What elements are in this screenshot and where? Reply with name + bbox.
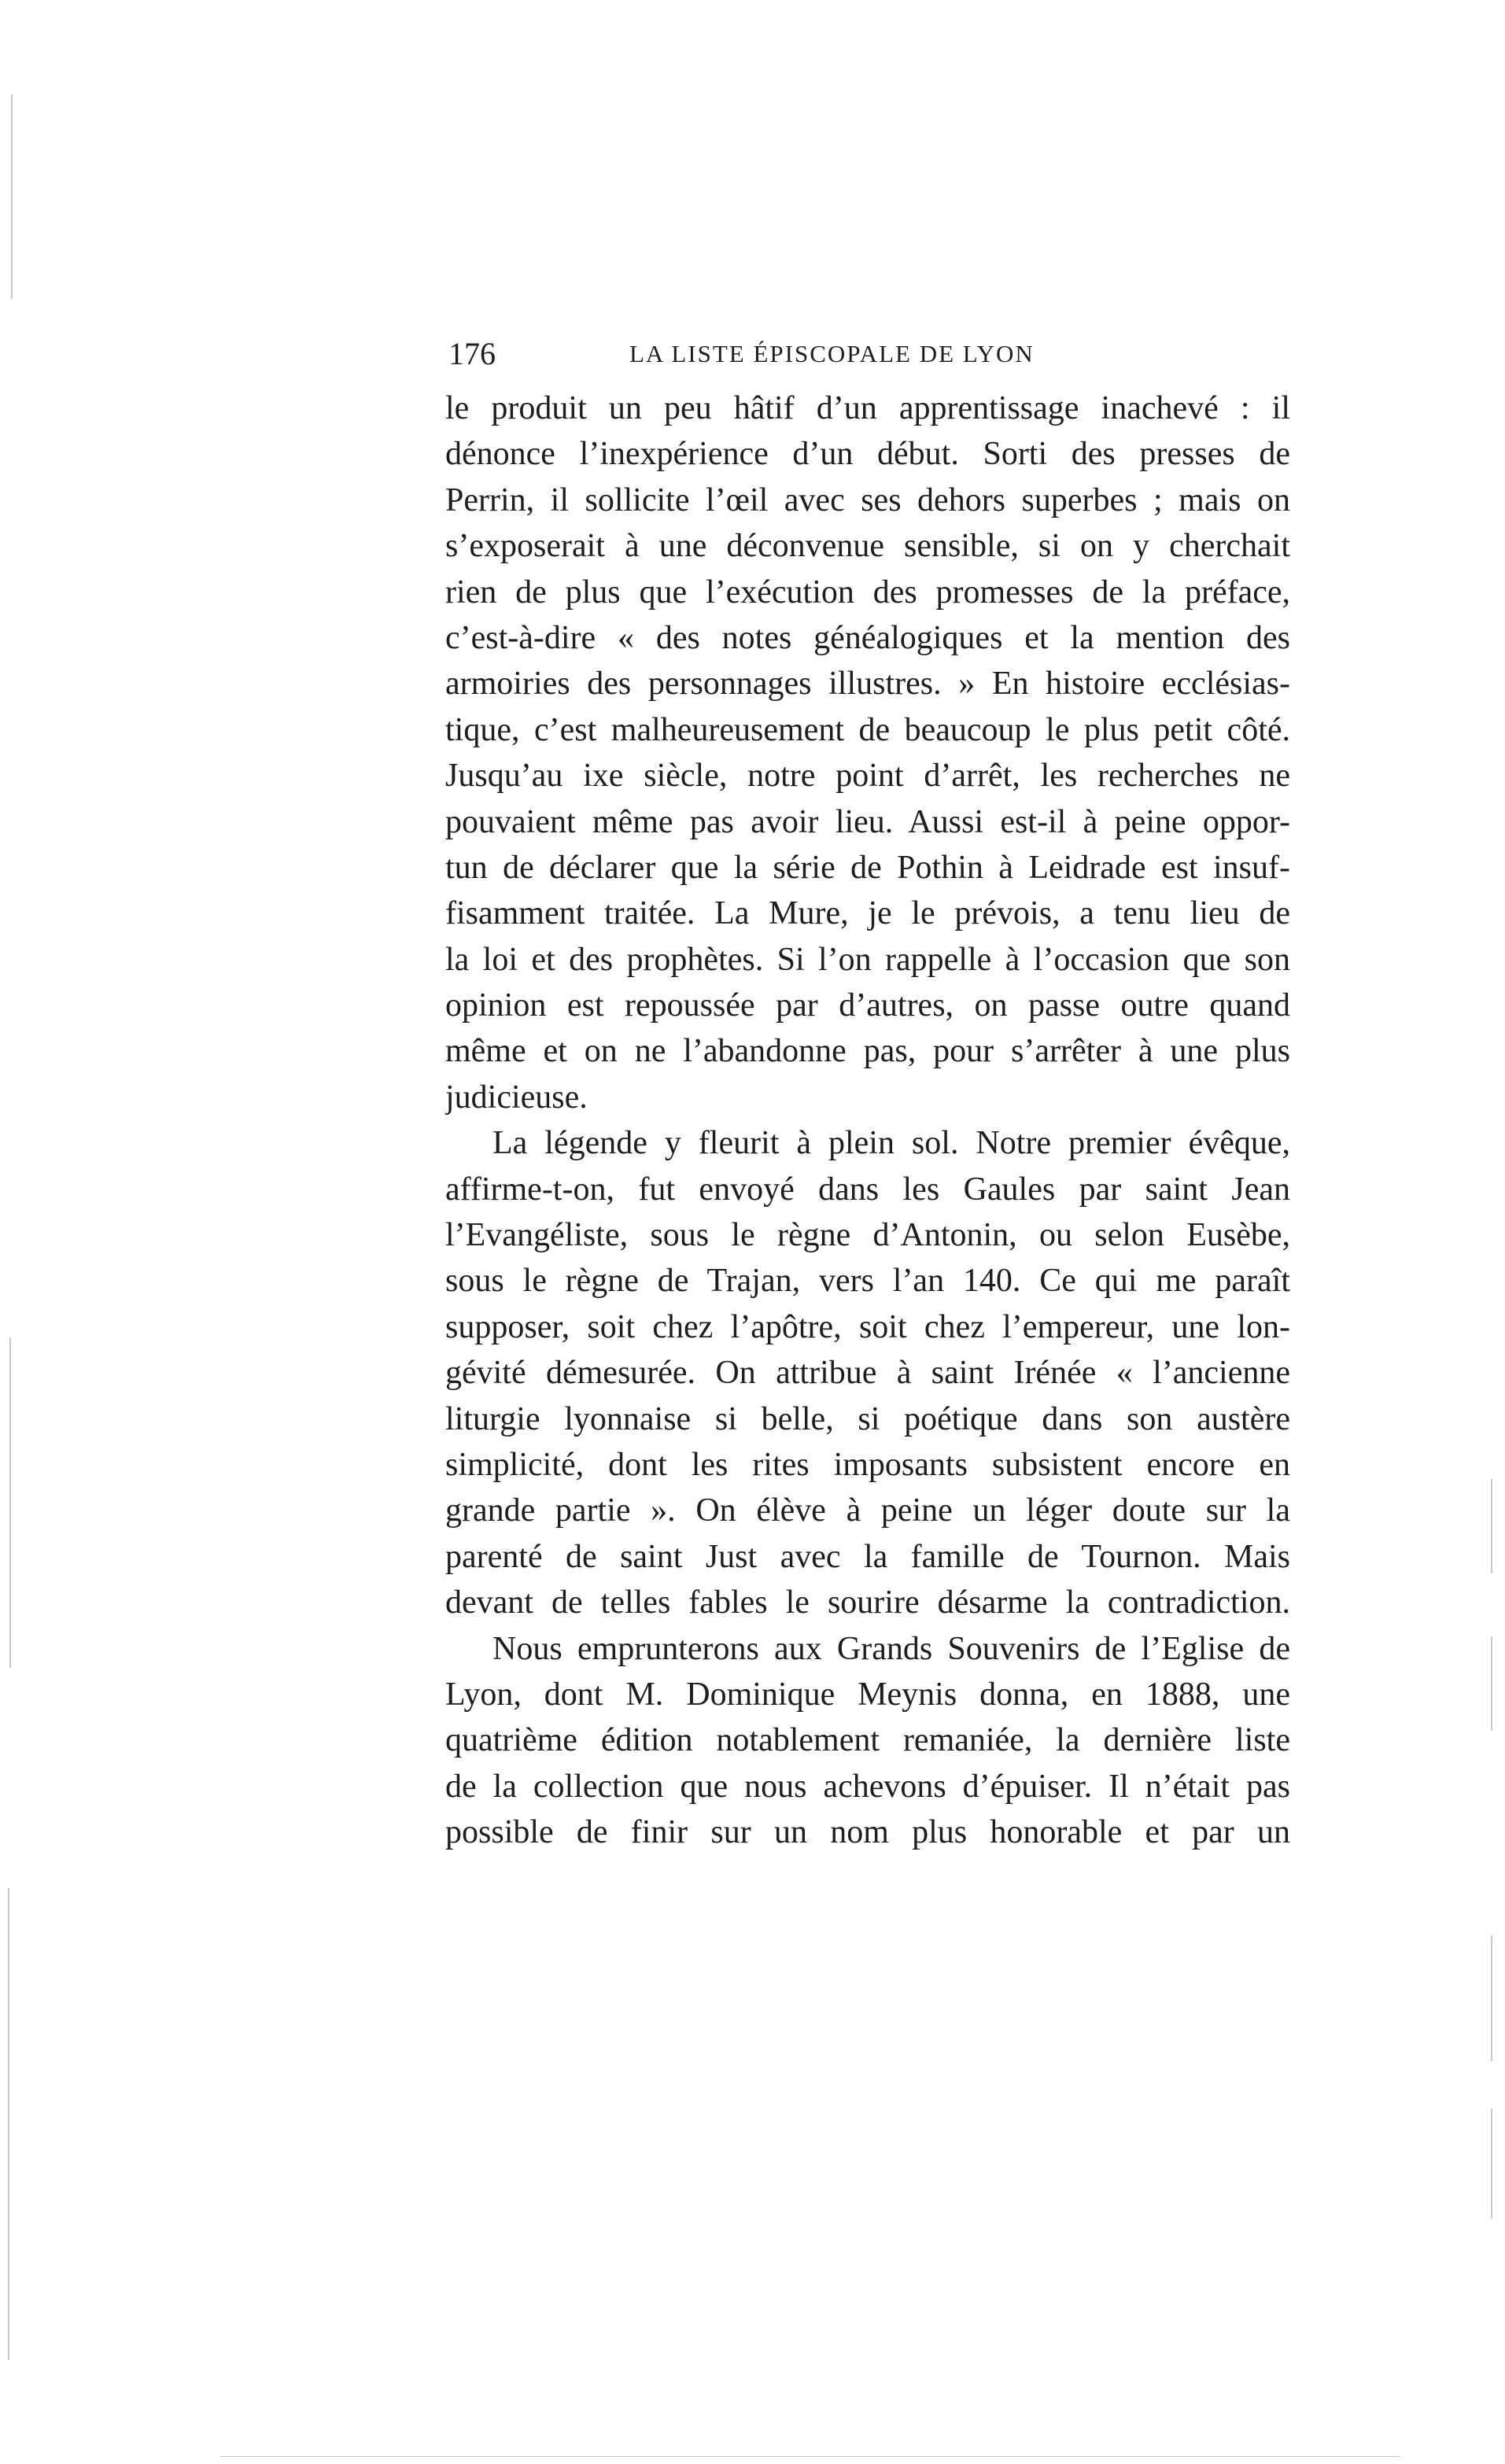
text-line: même et on ne l’abandonne pas, pour s’arrêter à une plus	[445, 1033, 1290, 1070]
page-header	[448, 330, 1298, 378]
scan-edge-mark	[11, 94, 13, 299]
page-number: 176	[448, 336, 496, 371]
text-line: pouvaient même pas avoir lieu. Aussi est-il à peine oppor-	[445, 803, 1290, 840]
text-line: quatrième édition notablement remaniée, la dernière liste	[445, 1722, 1290, 1759]
body-text	[445, 385, 1290, 1856]
scan-edge-mark	[1491, 1636, 1492, 1731]
text-line: possible de finir sur un nom plus honorable et par un	[445, 1814, 1290, 1851]
text-line: fisamment traitée. La Mure, je le prévois, a tenu lieu de	[445, 895, 1290, 932]
running-title: LA LISTE ÉPISCOPALE DE LYON	[629, 340, 1035, 367]
text-line: c’est-à-dire « des notes généalogiques et la mention des	[445, 619, 1290, 656]
scan-edge-mark	[1491, 1935, 1492, 2061]
text-line: l’Evangéliste, sous le règne d’Antonin, ou selon Eusèbe,	[445, 1217, 1290, 1254]
text-line: gévité démesurée. On attribue à saint Irénée « l’ancienne	[445, 1355, 1290, 1392]
text-line: tun de déclarer que la série de Pothin à Leidrade est insuf-	[445, 849, 1290, 886]
text-line: Nous emprunterons aux Grands Souvenirs de l’Eglise de	[492, 1630, 1290, 1667]
text-line: simplicité, dont les rites imposants subsistent encore en	[445, 1446, 1290, 1483]
text-line: de la collection que nous achevons d’épuiser. Il n’était pas	[445, 1768, 1290, 1805]
text-line: supposer, soit chez l’apôtre, soit chez l’empereur, une lon-	[445, 1308, 1290, 1345]
text-line: Perrin, il sollicite l’œil avec ses dehors superbes ; mais on	[445, 481, 1290, 518]
text-line: Jusqu’au ixe siècle, notre point d’arrêt, les recherches ne	[445, 758, 1290, 795]
scan-edge-mark	[8, 1888, 9, 2360]
text-line: judicieuse.	[445, 1079, 588, 1116]
text-line: s’exposerait à une déconvenue sensible, si on y cherchait	[445, 528, 1290, 565]
text-line: parenté de saint Just avec la famille de Tournon. Mais	[445, 1538, 1290, 1575]
text-line: devant de telles fables le sourire désarme la contradiction.	[445, 1584, 1290, 1621]
text-line: affirme-t-on, fut envoyé dans les Gaules par saint Jean	[445, 1171, 1290, 1208]
text-line: armoiries des personnages illustres. » En histoire ecclésias-	[445, 666, 1290, 703]
scan-edge-mark	[1491, 1479, 1492, 1573]
text-line: tique, c’est malheureusement de beaucoup le plus petit côté.	[445, 711, 1290, 748]
text-line: Lyon, dont M. Dominique Meynis donna, en 1888, une	[445, 1676, 1290, 1713]
text-line: opinion est repoussée par d’autres, on passe outre quand	[445, 987, 1290, 1024]
scan-edge-mark	[1491, 2108, 1492, 2219]
text-line: sous le règne de Trajan, vers l’an 140. Ce qui me paraît	[445, 1263, 1290, 1300]
scan-edge-mark	[9, 1337, 11, 1668]
text-line: grande partie ». On élève à peine un léger doute sur la	[445, 1492, 1290, 1529]
text-line: dénonce l’inexpérience d’un début. Sorti des presses de	[445, 436, 1290, 473]
scan-edge-mark	[220, 2456, 1400, 2457]
text-line: la loi et des prophètes. Si l’on rappelle à l’occasion que son	[445, 941, 1290, 978]
text-line: le produit un peu hâtif d’un apprentissage inachevé : il	[445, 390, 1290, 426]
text-line: La légende y fleurit à plein sol. Notre premier évêque,	[492, 1125, 1290, 1162]
text-line: rien de plus que l’exécution des promesses de la préface,	[445, 574, 1290, 610]
text-line: liturgie lyonnaise si belle, si poétique dans son austère	[445, 1400, 1290, 1437]
